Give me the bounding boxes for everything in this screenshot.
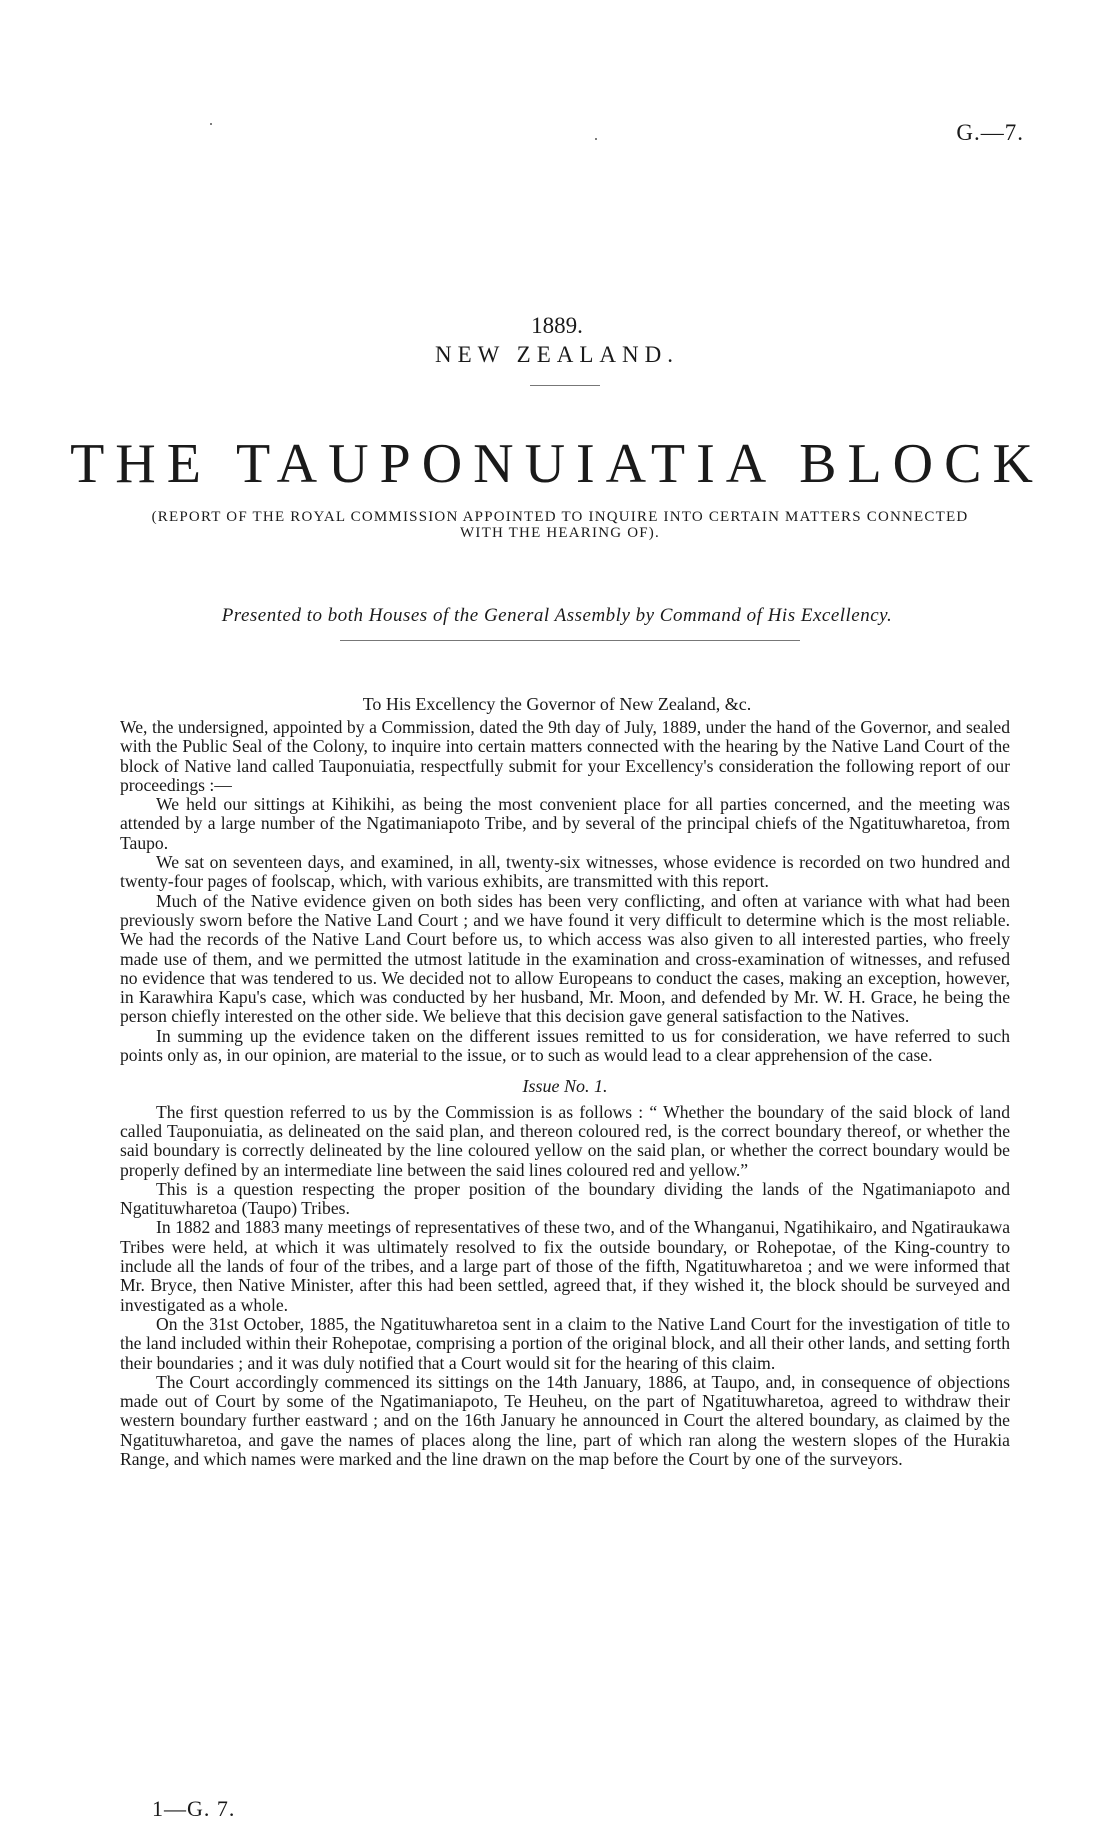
salutation-text: To His Excellency the Governor of New Zealand, &c. xyxy=(362,694,752,714)
divider xyxy=(340,640,800,641)
paragraph: This is a question respecting the proper position of the boundary dividing the lands of the Ngatimaniapoto and Ngatituwharetoa (Taupo) Tribes. xyxy=(120,1178,1010,1219)
speck-mark xyxy=(595,138,597,140)
paragraph: We, the undersigned, appointed by a Commission, dated the 9th day of July, 1889, under the hand of the Governor, and sealed with the Public Seal of the Colony, to inquire into certain matters connected with the hearing by the Native Land Court of the block of Native land called Tauponuiatia, respectfully submit for your Excellency's consideration the following report of our proceedings :— xyxy=(120,717,1010,795)
paragraph: We sat on seventeen days, and examined, in all, twenty-six witnesses, whose evidence is recorded on two hundred and twenty-four pages of foolscap, which, with various exhibits, are transmitted with this report. xyxy=(120,852,1010,892)
document-country: NEW ZEALAND. xyxy=(434,342,680,367)
divider xyxy=(530,385,600,386)
paragraph: The Court accordingly commenced its sittings on the 14th January, 1886, at Taupo, and, in consequence of objections made out of Court by some of the Ngatimaniapoto, Te Heuheu, on the part of Ngatituwharetoa, agreed to withdraw their western boundary further eastward ; and on the 16th January he announced in Court the altered boundary, as claimed by the Ngatituwharetoa, and gave the names of places along the line, part of which ran along the western slopes of the Hurakia Range, and which names were marked and the line drawn on the map before the Court by one of the surveyors. xyxy=(120,1371,1010,1469)
document-title: THE TAUPONUIATIA BLOCK xyxy=(70,433,1044,495)
paragraph: We held our sittings at Kihikihi, as being the most convenient place for all parties concerned, and the meeting was attended by a large number of the Ngatimaniapoto Tribe, and by several of the principal chiefs of the Ngatituwharetoa, from Taupo. xyxy=(120,794,1010,853)
paragraph: In summing up the evidence taken on the different issues remitted to us for consideration, we have referred to such points only as, in our opinion, are material to the issue, or to such as would lead to a clear apprehension of the case. xyxy=(120,1025,1010,1066)
sheet-mark: 1—G. 7. xyxy=(152,1796,236,1821)
report-body xyxy=(120,718,1010,1469)
section-heading: Issue No. 1. xyxy=(522,1076,608,1097)
paragraph: Much of the Native evidence given on both sides has been very conflicting, and often at variance with what had been previously sworn before the Native Land Court ; and we have found it very difficult to determine which is the most reliable. We had the records of the Native Land Court before us, to which access was also given to all interested parties, who freely made use of them, and we permitted the utmost latitude in the examination and cross-examination of witnesses, and refused no evidence that was tendered to us. We decided not to allow Europeans to conduct the cases, making an exception, however, in Karawhira Kapu's case, which was conducted by her husband, Mr. Moon, and defended by Mr. W. H. Grace, he being the person chiefly interested on the other side. We believe that this decision gave general satisfaction to the Natives. xyxy=(120,890,1010,1027)
document-subtitle: (REPORT OF THE ROYAL COMMISSION APPOINTED TO INQUIRE INTO CERTAIN MATTERS CONNECTED WITH THE HEARING OF). xyxy=(151,509,969,541)
presented-line: Presented to both Houses of the General Assembly by Command of His Excellency. xyxy=(221,605,893,626)
document-year: 1889. xyxy=(531,313,583,338)
paragraph: In 1882 and 1883 many meetings of representatives of these two, and of the Whanganui, Ngatihikairo, and Ngatiraukawa Tribes were held, at which it was ultimately resolved to fix the outside boundary, or Rohepotae, of the King-country to include all the lands of four of the tribes, and a large part of those of the fifth, Ngatituwharetoa ; and we were informed that Mr. Bryce, then Native Minister, after this had been settled, agreed that, if they wished it, the block should be surveyed and investigated as a whole. xyxy=(120,1217,1010,1315)
paragraph: On the 31st October, 1885, the Ngatituwharetoa sent in a claim to the Native Land Court for the investigation of title to the land included within their Rohepotae, comprising a portion of the original block, and all their other lands, and setting forth their boundaries ; and it was duly notified that a Court would sit for the hearing of this claim. xyxy=(120,1313,1010,1373)
paragraph: The first question referred to us by the Commission is as follows : “ Whether the boundary of the said block of land called Tauponuiatia, as delineated on the said plan, and thereon coloured red, is the correct boundary thereof, or whether the said boundary is correctly delineated by the line coloured yellow on the said plan, or whether the correct boundary would be properly defined by an intermediate line between the said lines coloured red and yellow.” xyxy=(120,1101,1010,1180)
speck-mark xyxy=(210,123,212,125)
salutation xyxy=(0,694,1114,715)
page-code: G.—7. xyxy=(956,120,1024,145)
